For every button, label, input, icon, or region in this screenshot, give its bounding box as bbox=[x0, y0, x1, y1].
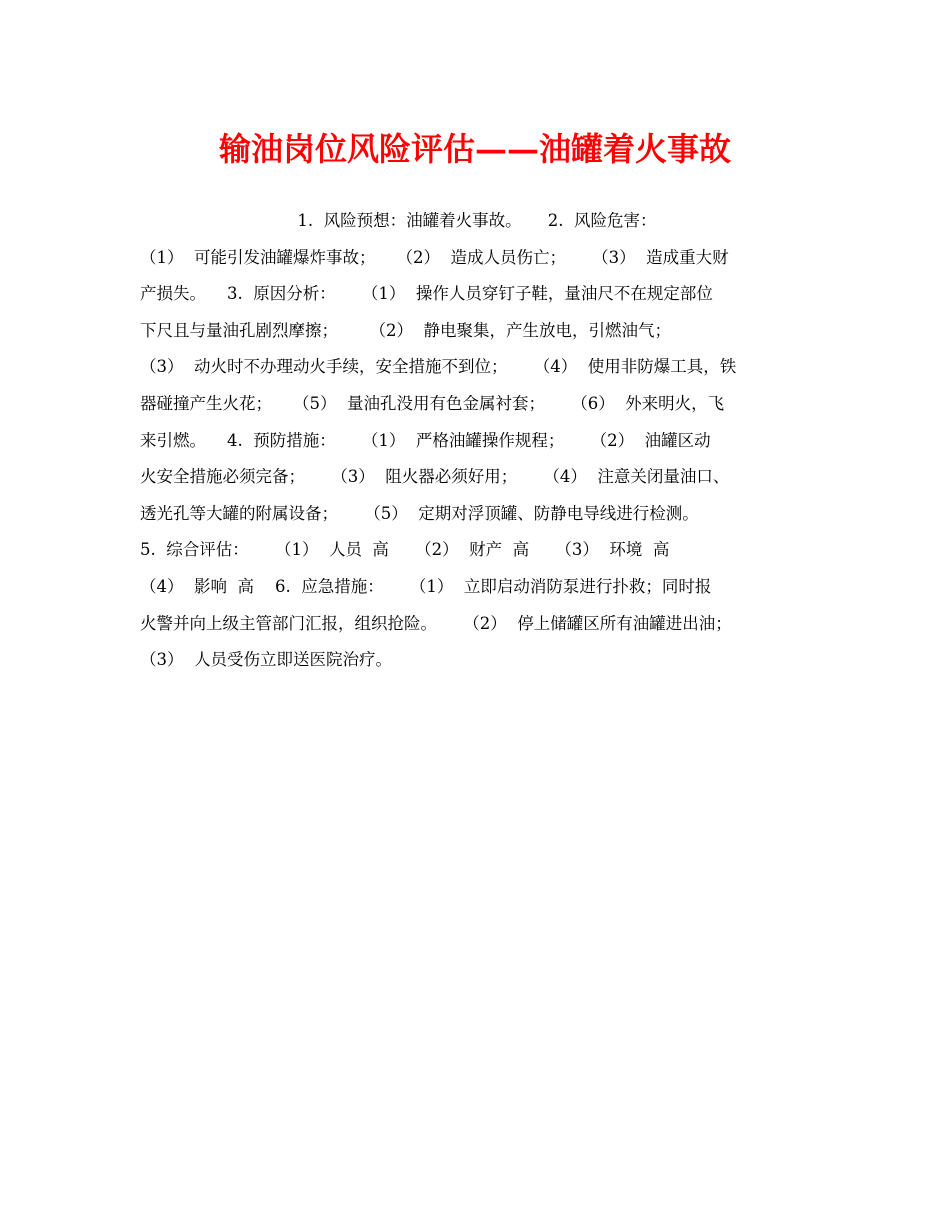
document-title: 输油岗位风险评估——油罐着火事故 bbox=[218, 130, 731, 168]
document-body bbox=[140, 203, 812, 679]
body-line-5: （3） 动火时不办理动火手续，安全措施不到位； （4） 使用非防爆工具，铁 bbox=[140, 357, 737, 377]
body-line-2: （1） 可能引发油罐爆炸事故； （2） 造成人员伤亡； （3） 造成重大财 bbox=[140, 247, 729, 267]
body-line-3: 产损失。 3. 原因分析： （1） 操作人员穿钉子鞋，量油尺不在规定部位 bbox=[140, 284, 713, 304]
body-line-9: 透光孔等大罐的附属设备； （5） 定期对浮顶罐、防静电导线进行检测。 bbox=[140, 503, 699, 523]
body-line-1: 1. 风险预想：油罐着火事故。 2. 风险危害： bbox=[140, 211, 657, 230]
body-line-7: 来引燃。 4. 预防措施： （1） 严格油罐操作规程； （2） 油罐区动 bbox=[140, 430, 711, 450]
body-line-4: 下尺且与量油孔剧烈摩擦； （2） 静电聚集，产生放电，引燃油气； bbox=[140, 320, 671, 340]
body-line-12: 火警并向上级主管部门汇报，组织抢险。 （2） 停上储罐区所有油罐进出油； bbox=[140, 613, 732, 633]
body-line-11: （4） 影响 高 6. 应急措施： （1） 立即启动消防泵进行扑救；同时报 bbox=[140, 576, 712, 596]
body-line-10: 5. 综合评估： （1） 人员 高 （2） 财产 高 （3） 环境 高 bbox=[140, 540, 670, 560]
body-line-8: 火安全措施必须完备； （3） 阻火器必须好用； （4） 注意关闭量油口、 bbox=[140, 467, 730, 487]
body-line-13: （3） 人员受伤立即送医院治疗。 bbox=[140, 650, 392, 670]
body-line-6: 器碰撞产生火花； （5） 量油孔没用有色金属衬套； （6） 外来明火，飞 bbox=[140, 393, 725, 413]
